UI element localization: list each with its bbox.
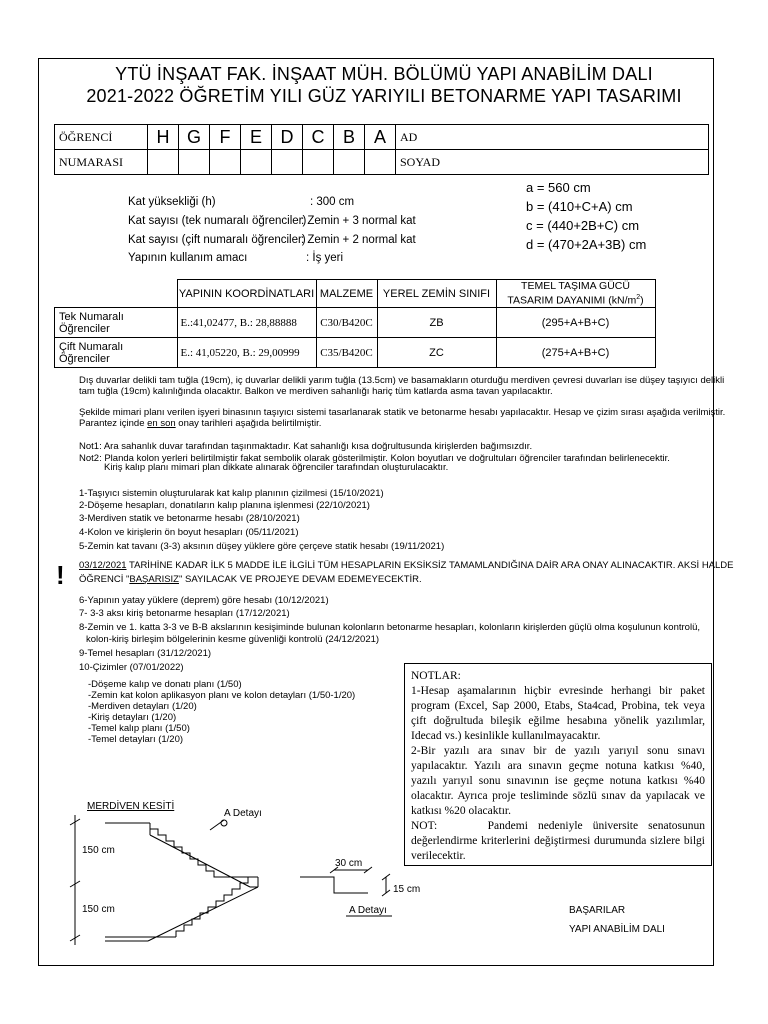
stair-height-upper: 150 cm <box>82 845 115 856</box>
step-1: 1-Taşıyıcı sistemin oluşturularak kat kalıp planının çizilmesi (15/10/2021) <box>79 488 384 499</box>
notes-item-1: 1-Hesap aşamalarının hiçbir evresinde herhangi bir paket program (Excel, Sap 2000, Etabs, Sta4cad, Probina, tek veya çift doğrultuda bileşik eğilme hesabına yönelik yazılımlar, Idecad vs.) kesinlikle kullanılmayacaktır. <box>411 685 705 742</box>
row-material-even: C35/B420C <box>316 338 377 368</box>
stair-height-lower: 150 cm <box>82 904 115 915</box>
drawing-item-6: -Temel detayları (1/20) <box>88 734 184 745</box>
upper-slab-underside <box>150 835 250 887</box>
note-2-line-2: Kiriş kalıp planı mimari plan dikkate alınarak öğrenciler tarafından oluşturulacaktır. <box>104 462 449 473</box>
step-4: 4-Kolon ve kirişlerin ön boyut hesapları (05/11/2021) <box>79 527 299 538</box>
row-coords-odd: E.:41,02477, B.: 28,88888 <box>177 308 316 338</box>
warning-date: 03/12/2021 <box>79 560 127 571</box>
row-group-even: Çift Numaralı Öğrenciler <box>55 338 178 368</box>
note-1: Not1: Ara sahanlık duvar tarafından taşınmaktadır. Kat sahanlığı kısa doğrultusunda kirişlerden bağımsızdır. <box>79 441 533 452</box>
row-coords-even: E.: 41,05220, B.: 29,00999 <box>177 338 316 368</box>
letter-e: E <box>241 125 272 150</box>
warning-text-b3: " SAYILACAK VE PROJEYE DEVAM EDEMEYECEKTİR. <box>178 574 422 585</box>
notes-title: NOTLAR: <box>411 670 461 682</box>
row-soil-even: ZC <box>377 338 496 368</box>
detail-step-profile <box>300 877 368 893</box>
step-9: 9-Temel hesapları (31/12/2021) <box>79 648 212 659</box>
dim-b: b = (410+C+A) cm <box>526 199 633 214</box>
header-material: MALZEME <box>316 280 377 308</box>
step-5: 5-Zemin kat tavanı (3-3) aksının düşey yüklere göre çerçeve statik hesabı (19/11/2021) <box>79 541 445 552</box>
stair-detail-label-top: A Detayı <box>224 808 262 819</box>
row-material-odd: C30/B420C <box>316 308 377 338</box>
warning-text-b1: ÖĞRENCİ " <box>79 574 130 585</box>
info-label-1: Kat sayısı (tek numaralı öğrenciler) <box>128 215 307 227</box>
step-8-line-1: 8-Zemin ve 1. katta 3-3 ve B-B akslarının kesişiminde bulunan kolonların betonarme hesapları, kolonların kirişlerden güçlü olma koşulunun kontrolü, <box>79 622 700 633</box>
drawing-item-3: -Merdiven detayları (1/20) <box>88 701 197 712</box>
title-line-2: 2021-2022 ÖĞRETİM YILI GÜZ YARIYILI BETONARME YAPI TASARIMI <box>86 86 682 106</box>
header-capacity-end: ) <box>640 294 644 307</box>
dim-c: c = (440+2B+C) cm <box>526 218 640 233</box>
letter-c: C <box>303 125 334 150</box>
student-label-1: ÖĞRENCİ <box>55 125 148 150</box>
warning-failed: BAŞARISIZ <box>129 574 179 585</box>
plan-line-2a: Parantez içinde <box>79 418 148 429</box>
step-3: 3-Merdiven statik ve betonarme hesabı (28/10/2021) <box>79 513 300 524</box>
dim-a: a = 560 cm <box>526 180 591 195</box>
row-capacity-even: (275+A+B+C) <box>496 338 655 368</box>
stair-riser: 15 cm <box>393 884 421 895</box>
info-label-0: Kat yüksekliği (h) <box>128 196 216 208</box>
footer-line-1: BAŞARILAR <box>569 905 626 916</box>
plan-line-1: Şekilde mimari planı verilen işyeri binasının taşıyıcı sistemi tasarlanarak statik ve betonarme hesabı yapılacaktır. Hesap ve çizim sırası aşağıda verilmiştir. <box>79 407 726 418</box>
row-capacity-odd: (295+A+B+C) <box>496 308 655 338</box>
letter-d: D <box>272 125 303 150</box>
lower-slab-underside <box>148 887 258 941</box>
step-6: 6-Yapının yatay yüklere (deprem) göre hesabı (10/12/2021) <box>79 595 329 606</box>
step-2: 2-Döşeme hesapları, donatıların kalıp planına işlenmesi (22/10/2021) <box>79 500 370 511</box>
footer-line-2: YAPI ANABİLİM DALI <box>569 924 665 935</box>
header-capacity-sup: 2 <box>636 294 641 302</box>
warning-icon: ! <box>56 560 65 590</box>
warning-text-a: TARİHİNE KADAR İLK 5 MADDE İLE İLGİLİ TÜM HESAPLARIN EKSİKSİZ TAMAMLANDIĞINA DAİR ARA ONAY ALINACAKTIR. AKSİ HALDE <box>126 560 734 571</box>
info-value-1: : Zemin + 3 normal kat <box>301 215 416 227</box>
upper-flight-steps <box>150 823 258 877</box>
letter-b: B <box>334 125 365 150</box>
letter-a: A <box>365 125 396 150</box>
plan-line-2c: onay tarihleri aşağıda belirtilmiştir. <box>175 418 322 429</box>
stair-tread: 30 cm <box>335 858 363 869</box>
info-value-3: : İş yeri <box>306 252 344 264</box>
stair-detail-label: A Detayı <box>349 905 387 916</box>
row-group-odd: Tek Numaralı Öğrenciler <box>55 308 178 338</box>
info-label-3: Yapının kullanım amacı <box>128 252 248 264</box>
title-line-1: YTÜ İNŞAAT FAK. İNŞAAT MÜH. BÖLÜMÜ YAPI ANABİLİM DALI <box>115 64 653 84</box>
plan-line-2b: en son <box>147 418 176 429</box>
note-2-line-1: Not2: Planda kolon yerleri belirtilmiştir fakat sembolik olarak gösterilmiştir. Kolon boyutları ve doğrultuları öğrenciler tarafından belirlenecektir. <box>79 453 670 464</box>
header-soil-class: YEREL ZEMİN SINIFI <box>377 280 496 308</box>
drawing-item-5: -Temel kalıp planı (1/50) <box>88 723 190 734</box>
name-label: AD <box>400 129 418 144</box>
row-soil-odd: ZB <box>377 308 496 338</box>
notes-item-3-text: Pandemi nedeniyle üniversite senatosunun değerlendirme kriterlerini değiştirmesi durumunda sizlere bilgi verilecektir. <box>411 820 706 862</box>
info-value-2: : Zemin + 2 normal kat <box>301 234 416 246</box>
drawing-item-1: -Döşeme kalıp ve donatı planı (1/50) <box>88 679 242 690</box>
info-label-2: Kat sayısı (çift numaralı öğrenciler) <box>128 234 306 246</box>
drawing-item-4: -Kiriş detayları (1/20) <box>88 712 177 723</box>
letter-h: H <box>148 125 179 150</box>
dim-d: d = (470+2A+3B) cm <box>526 237 647 252</box>
notes-item-2: 2-Bir yazılı ara sınav bir de yazılı yarıyıl sonu sınavı yapılacaktır. Yazılı ara sınavın geçme notuna katkısı %40, yazılı yarıyıl sonu sınavının ise geçme notuna katkısı %40 olacaktır. Ayrıca proje tesliminde sözlü sınav da yapılacak ve katkısı %20 olacaktır. <box>411 745 705 817</box>
drawing-item-2: -Zemin kat kolon aplikasyon planı ve kolon detayları (1/50-1/20) <box>88 690 356 701</box>
stair-section-title: MERDİVEN KESİTİ <box>87 801 175 812</box>
step-10: 10-Çizimler (07/01/2022) <box>79 662 184 673</box>
letter-f: F <box>210 125 241 150</box>
student-label-2: NUMARASI <box>55 150 148 175</box>
step-8-line-2: kolon-kiriş birleşim bölgelerinin kesme güvenliği kontrolü (24/12/2021) <box>86 634 380 645</box>
walls-line-2: tam tuğla (19cm) kalınlığında olacaktır. Balkon ve merdiven sahanlığı hariç tüm katlarda asma tavan yapılacaktır. <box>79 386 553 397</box>
header-capacity-line1: TEMEL TAŞIMA GÜCÜ <box>521 280 630 293</box>
surname-label: SOYAD <box>400 154 441 169</box>
info-value-0: : 300 cm <box>310 196 355 208</box>
header-capacity-line2: TASARIM DAYANIMI (kN/m <box>507 294 637 307</box>
notes-item-3-label: NOT: <box>411 820 438 832</box>
header-coords: YAPININ KOORDİNATLARI <box>177 280 316 308</box>
step-7: 7- 3-3 aksı kiriş betonarme hesapları (17/12/2021) <box>79 608 290 619</box>
walls-line-1: Dış duvarlar delikli tam tuğla (19cm), iç duvarlar delikli yarım tuğla (13.5cm) ve basamakların oturduğu merdiven çevresi duvarları ise düşey taşıyıcı delikli <box>79 375 725 386</box>
letter-g: G <box>179 125 210 150</box>
